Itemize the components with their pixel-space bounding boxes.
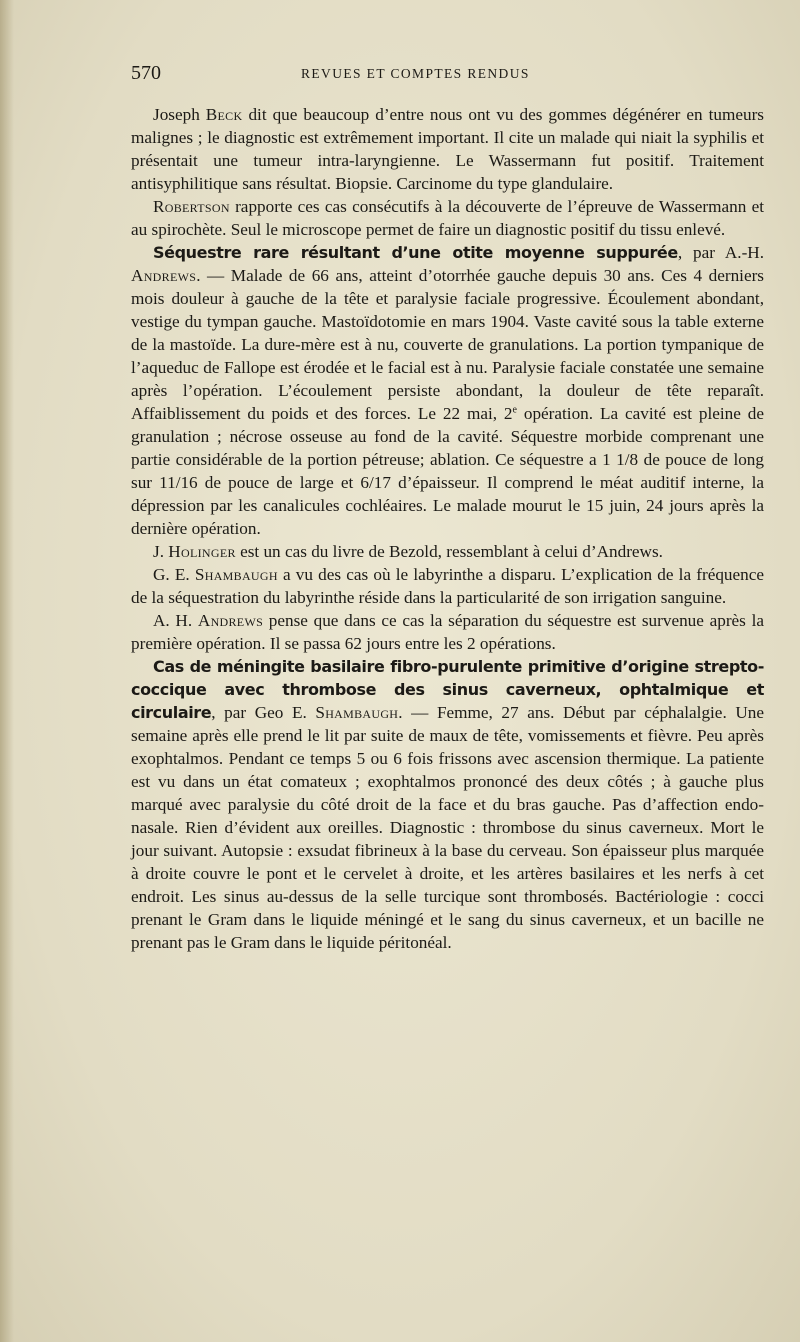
page-edge-shadow: [0, 0, 14, 1342]
paragraph-andrews: A. H. Andrews pense que dans ce cas la séparation du séquestre est survenue après la première opération. Il se passa 62 jours entre les 2 opérations.: [131, 611, 764, 653]
paragraph-beck: Joseph Beck dit que beaucoup d’entre nous ont vu des gommes dégénérer en tumeurs malignes ; le diagnostic est extrêmement important. Il cite un malade qui niait la syphilis et présentait une tumeur intra-laryngienne. Le Wassermann fut positif. Traitement antisyphilitique sans résultat. Biopsie. Carcinome du type glandulaire.: [131, 105, 764, 193]
section-heading: Cas de méningite basilaire fibro-purulente primitive d’origine strepto-coccique avec thrombose des sinus caverneux, ophtalmique et circulaire: [131, 657, 764, 722]
author-name: Beck: [205, 105, 243, 124]
paragraph-holinger: J. Holinger est un cas du livre de Bezold, ressemblant à celui d’Andrews.: [153, 542, 663, 561]
section-heading: Séquestre rare résultant d’une otite moyenne suppurée: [153, 243, 678, 262]
author-name: Andrews: [131, 266, 197, 285]
paragraph-sequestre: Séquestre rare résultant d’une otite moyenne suppurée, par A.-H. Andrews. — Malade de 66 ans, atteint d’otorrhée gauche depuis 30 ans. Ces 4 derniers mois douleur à gauche de la tête et paralysie faciale progressive. Écoulement abondant, vestige du tympan gauche. Mastoïdotomie en mars 1904. Vaste cavité sous la table externe de la mastoïde. La dure-mère est à nu, couverte de granulations. La portion tympanique de l’aqueduc de Fallope est érodée et le facial est à nu. Paralysie faciale constatée une semaine après l’opération. L’écoulement persiste abondant, la douleur de tête reparaît. Affaiblissement du poids et des forces. Le 22 mai, 2e opération. La cavité est pleine de granulation ; nécrose osseuse au fond de la cavité. Séquestre morbide comprenant une partie considérable de la portion pétreuse; ablation. Ce séquestre a 1 1/8 de pouce de long sur 11/16 de pouce de large et 6/17 d’épaisseur. Il comprend le méat auditif interne, la dépression par les canalicules cochléaires. Le malade mourut le 15 juin, 24 jours après la dernière opération.: [131, 243, 765, 538]
paragraph-meningite: Cas de méningite basilaire fibro-purulente primitive d’origine strepto-coccique avec thrombose des sinus caverneux, ophtalmique et circulaire, par Geo E. Shambaugh. — Femme, 27 ans. Début par céphalalgie. Une semaine après elle prend le lit par suite de maux de tête, vomissements et fièvre. Peu après exophtalmos. Pendant ce temps 5 ou 6 fois frissons avec ascension thermique. La patiente est vu dans un état comateux ; exophtalmos prononcé des deux côtés ; à gauche plus marqué avec paralysie du côté droit de la face et du bras gauche. Pas d’affection endo-nasale. Rien d’évident aux oreilles. Diagnostic : thrombose du sinus caverneux. Mort le jour suivant. Autopsie : exsudat fibrineux à la base du cerveau. Son épaisseur plus marquée à droite couvre le pont et le cervelet à droite, et les artères basilaires et les nerfs à cet endroit. Les sinus au-dessus de la selle turcique sont thrombosés. Bactériologie : cocci prenant le Gram dans le liquide méningé et le sang du sinus caverneux, et un bacille ne prenant pas le Gram dans le liquide péritonéal.: [131, 657, 764, 952]
author-name: Shambaugh: [315, 703, 399, 722]
running-title: REVUES ET COMPTES RENDUS: [301, 66, 530, 81]
page-number: 570: [131, 62, 161, 84]
author-name: Shambaugh: [194, 565, 278, 584]
body-text: [131, 103, 764, 954]
author-name: Holinger: [168, 542, 236, 561]
paragraph-shambaugh: G. E. Shambaugh a vu des cas où le labyrinthe a disparu. L’explication de la fréquence de la séquestration du labyrinthe réside dans la particularité de son irrigation sanguine.: [131, 565, 764, 607]
page-header: [131, 62, 766, 88]
author-name: Robertson: [153, 197, 230, 216]
paragraph-robertson: Robertson rapporte ces cas consécutifs à la découverte de l’épreuve de Wassermann et au spirochète. Seul le microscope permet de faire un diagnostic positif du tissu enlevé.: [131, 197, 764, 239]
author-name: Andrews: [197, 611, 264, 630]
